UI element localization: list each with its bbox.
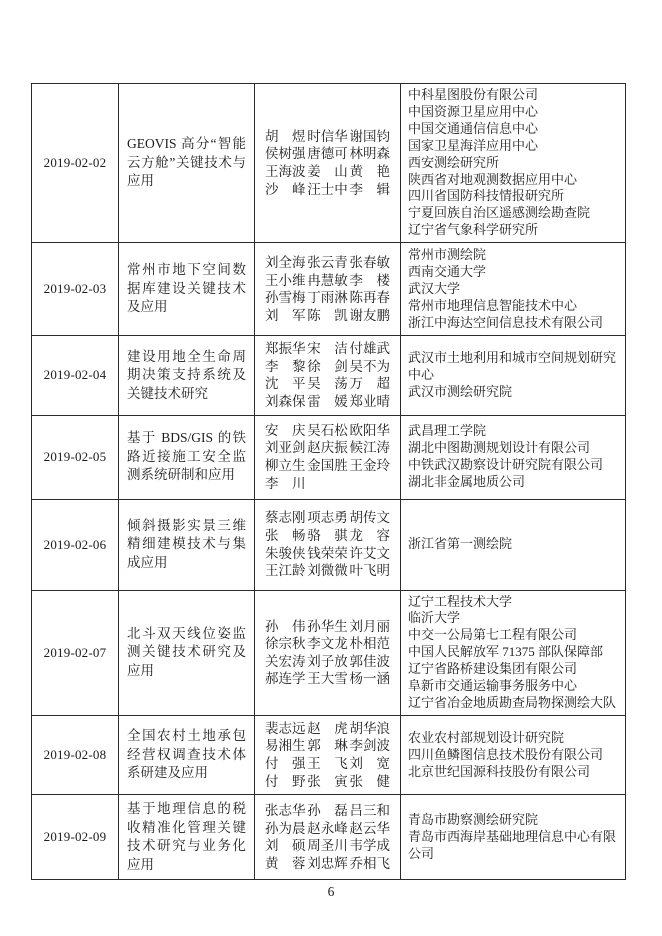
organization: 武汉市测绘研究院 (408, 383, 513, 399)
awardee-name: 杨一涵 (349, 671, 390, 687)
awardees-cell (255, 416, 401, 499)
awardee-name: 胡 煜 (265, 128, 306, 144)
organization: 武汉大学 (408, 280, 461, 296)
organization: 临沂大学 (408, 610, 461, 626)
organizations-cell (401, 416, 625, 499)
organization: 西安测绘研究所 (408, 154, 500, 170)
awardee-name: 刘子放 (307, 653, 348, 669)
organization: 中国人民解放军 71375 部队保障部 (408, 644, 604, 660)
awardee-name: 张志华 (265, 803, 306, 819)
organization: 阜新市交通运输事务服务中心 (408, 678, 578, 694)
awardee-name: 吕三和 (349, 803, 390, 819)
award-date: 2019-02-08 (43, 747, 107, 763)
organization: 辽宁工程技术大学 (408, 593, 513, 609)
awardees-cell (255, 795, 401, 879)
awardee-name: 叶飞明 (349, 563, 390, 579)
awardee-name: 张春敏 (349, 254, 390, 270)
awardee-name: 张 寅 (307, 773, 348, 789)
organization: 辽宁省冶金地质勘查局物探测绘大队 (408, 694, 617, 710)
organization: 湖北非金属地质公司 (408, 473, 526, 489)
awardee-name: 陈再春 (349, 290, 390, 306)
awardee-name: 王海波 (265, 164, 306, 180)
awardee-name: 林明森 (349, 146, 390, 162)
awardee-name: 朱骏侠 (265, 545, 306, 561)
award-date-cell (32, 716, 119, 794)
organization: 中铁武汉勘察设计研究院有限公司 (408, 457, 604, 473)
awardee-name-line (265, 422, 390, 440)
awardee-name: 沈 平 (265, 376, 306, 392)
awardee-name: 吴 荡 (307, 376, 348, 392)
project-title-cell (119, 416, 255, 499)
organization: 辽宁省气象科学研究所 (408, 222, 539, 238)
awardee-name: 韦学成 (349, 838, 390, 854)
awardee-name-line (265, 618, 390, 636)
award-date: 2019-02-05 (43, 449, 107, 465)
project-title-cell (119, 716, 255, 794)
organizations-cell (401, 716, 625, 794)
organization: 宁夏回族自治区遥感测绘勘查院 (408, 205, 591, 221)
awardee-name: 张云青 (307, 254, 348, 270)
awardee-name: 胡传文 (349, 510, 390, 526)
page-number: 6 (327, 884, 335, 899)
awardee-name: 付雄武 (349, 341, 390, 357)
awardee-name: 李 楼 (349, 272, 390, 288)
project-title: 基于地理信息的税收精准化管理关键技术研究与业务化应用 (127, 801, 246, 872)
organization: 四川省国防科技情报研究所 (408, 188, 565, 204)
organizations-cell (401, 795, 625, 879)
awardee-name: 时信华 (307, 128, 348, 144)
awardee-name: 安 庆 (265, 422, 306, 438)
organization: 北京世纪国源科技股份有限公司 (408, 763, 591, 779)
organizations-cell (401, 591, 625, 715)
table-row (32, 591, 625, 716)
awardee-name: 赵庆振 (307, 440, 348, 456)
awardee-name-line (265, 670, 390, 688)
awardee-name: 刘全海 (265, 254, 306, 270)
organization: 青岛市西海岸基础地理信息中心有限公司 (408, 828, 617, 861)
awardee-name-line (265, 527, 390, 545)
awardees-cell (255, 500, 401, 590)
awardee-name: 王江龄 (265, 563, 306, 579)
awardee-name-line (265, 475, 390, 493)
organization: 青岛市勘察测绘研究院 (408, 811, 539, 827)
awardee-name-line (265, 289, 390, 307)
awardee-name-line (265, 375, 390, 393)
organization: 常州市地理信息智能技术中心 (408, 297, 578, 313)
awardee-name-line (265, 254, 390, 272)
awardee-name: 付 强 (265, 756, 306, 772)
awardee-name: 孙 伟 (265, 618, 306, 634)
awardee-name: 李 黎 (265, 358, 306, 374)
awardee-name: 项志勇 (307, 510, 348, 526)
award-date: 2019-02-02 (43, 155, 107, 171)
awardee-name: 郭佳波 (349, 653, 390, 669)
awardee-name: 姜 山 (307, 164, 348, 180)
awardee-name: 许艾文 (349, 545, 390, 561)
project-title-cell (119, 84, 255, 242)
awardee-name: 郝连学 (265, 671, 306, 687)
award-date: 2019-02-03 (43, 281, 107, 297)
awardee-name-line (265, 802, 390, 820)
awardee-name: 沙 峰 (265, 181, 306, 197)
awardee-name: 刘微微 (307, 563, 348, 579)
awardee-name: 黄 艳 (349, 164, 390, 180)
awardee-name: 王小维 (265, 272, 306, 288)
organization: 西南交通大学 (408, 263, 487, 279)
awardee-name: 黄 蓉 (265, 855, 306, 871)
awardee-name: 冉慧敏 (307, 272, 348, 288)
award-date-cell (32, 84, 119, 242)
awardee-name: 李 川 (265, 475, 306, 491)
awardees-cell (255, 336, 401, 414)
awardee-name-line (265, 837, 390, 855)
project-title: 全国农村土地承包经营权调查技术体系研建及应用 (127, 728, 246, 781)
awardee-name: 吴不为 (349, 358, 390, 374)
awardee-name: 周圣川 (307, 838, 348, 854)
awardee-name-line (265, 340, 390, 358)
awardee-name: 刘 宽 (349, 756, 390, 772)
awardee-name-line (265, 773, 390, 791)
organization: 国家卫星海洋应用中心 (408, 137, 539, 153)
awardee-name: 张 畅 (265, 527, 306, 543)
award-date: 2019-02-04 (43, 367, 107, 383)
awardee-name: 关宏涛 (265, 653, 306, 669)
awardee-name-line (265, 820, 390, 838)
awardee-name: 唐德可 (307, 146, 348, 162)
awardee-name-line (265, 307, 390, 325)
project-title: GEOVIS 高分“智能云方舱”关键技术与应用 (127, 136, 246, 189)
project-title-cell (119, 243, 255, 335)
awardee-name: 刘亚剑 (265, 440, 306, 456)
award-date: 2019-02-07 (43, 644, 107, 660)
project-title: 基于 BDS/GIS 的铁路近接施工安全监测系统研制和应用 (127, 430, 246, 483)
table-row (32, 243, 625, 336)
organization: 浙江中海达空间信息技术有限公司 (408, 314, 604, 330)
organization: 农业农村部规划设计研究院 (408, 729, 565, 745)
awardee-name-line (265, 562, 390, 580)
awardee-name: 金国胜 (307, 458, 348, 474)
awardee-name: 赵永峰 (307, 820, 348, 836)
organizations-cell (401, 500, 625, 590)
awardee-name: 陈 凯 (307, 307, 348, 323)
awardee-name: 郑振华 (265, 341, 306, 357)
project-title: 建设用地全生命周期决策支持系统及关键技术研究 (127, 348, 246, 401)
awardees-cell (255, 84, 401, 242)
award-date: 2019-02-06 (43, 536, 107, 552)
awardee-name: 万 超 (349, 376, 390, 392)
awardee-name: 刘 硕 (265, 838, 306, 854)
awardee-name: 朴相范 (349, 636, 390, 652)
award-table (31, 83, 626, 880)
awardee-name: 刘忠辉 (307, 855, 348, 871)
awardee-name: 孙雪梅 (265, 290, 306, 306)
awardee-name: 乔相飞 (349, 855, 390, 871)
awardee-name-line (265, 439, 390, 457)
awardee-name: 谢国钧 (349, 128, 390, 144)
organization: 中国资源卫星应用中心 (408, 103, 539, 119)
awardee-name: 郑业晴 (349, 393, 390, 409)
awardee-name: 徐 剑 (307, 358, 348, 374)
awardee-name: 王金玲 (349, 458, 390, 474)
awardee-name: 候江涛 (349, 440, 390, 456)
awardee-name: 骆 骐 (307, 527, 348, 543)
awardee-name: 宋 洁 (307, 341, 348, 357)
awardee-name: 李 辑 (349, 181, 390, 197)
awardee-name-line (265, 635, 390, 653)
project-title-cell (119, 591, 255, 715)
awardee-name-line (265, 163, 390, 181)
awardee-name: 钱荣荣 (307, 545, 348, 561)
awardee-name: 徐宗秋 (265, 636, 306, 652)
awardee-name-line (265, 755, 390, 773)
award-date-cell (32, 500, 119, 590)
awardee-name: 柳立生 (265, 458, 306, 474)
organizations-cell (401, 243, 625, 335)
organization: 武汉市土地利用和城市空间规划研究中心 (408, 349, 617, 382)
awardee-name: 付 野 (265, 773, 306, 789)
awardees-cell (255, 716, 401, 794)
awardee-name: 蔡志刚 (265, 510, 306, 526)
table-row (32, 416, 625, 500)
awardee-name: 刘森保 (265, 393, 306, 409)
organizations-cell (401, 336, 625, 414)
organization: 中交一公局第七工程有限公司 (408, 627, 578, 643)
awardee-name: 刘 军 (265, 307, 306, 323)
project-title: 北斗双天线位姿监测关键技术研究及应用 (127, 625, 246, 678)
organization: 中科星图股份有限公司 (408, 87, 539, 102)
awardee-name: 龙 容 (349, 527, 390, 543)
awardee-name-line (265, 509, 390, 527)
project-title: 倾斜摄影实景三维精细建模技术与集成应用 (127, 517, 246, 570)
project-title: 常州市地下空间数据库建设关键技术及应用 (127, 262, 246, 315)
awardee-name: 李剑波 (349, 738, 390, 754)
awardee-name: 裴志远 (265, 720, 306, 736)
table-row (32, 716, 625, 795)
awardee-name-line (265, 653, 390, 671)
awardee-name-line (265, 720, 390, 738)
project-title-cell (119, 795, 255, 879)
table-row (32, 795, 625, 879)
awardee-name: 孙为晨 (265, 820, 306, 836)
project-title-cell (119, 500, 255, 590)
organization: 常州市测绘院 (408, 246, 487, 262)
awardee-name: 赵云华 (349, 820, 390, 836)
awardee-name: 吴石松 (307, 422, 348, 438)
award-date-cell (32, 416, 119, 499)
awardee-name-line (265, 545, 390, 563)
award-date: 2019-02-09 (43, 829, 107, 845)
awardee-name: 王 飞 (307, 756, 348, 772)
awardee-name-line (265, 272, 390, 290)
awardee-name: 胡华浪 (349, 720, 390, 736)
organization: 中国交通通信信息中心 (408, 120, 539, 136)
awardee-name: 孙华生 (307, 618, 348, 634)
organization: 湖北中图勘测规划设计有限公司 (408, 440, 591, 456)
table-row (32, 500, 625, 591)
award-date-cell (32, 591, 119, 715)
organization: 辽宁省路桥建设集团有限公司 (408, 661, 578, 677)
organizations-cell (401, 84, 625, 242)
awardee-name: 雷 媛 (307, 393, 348, 409)
awardee-name: 李文龙 (307, 636, 348, 652)
awardee-name-line (265, 457, 390, 475)
awardee-name: 刘月丽 (349, 618, 390, 634)
table-row (32, 84, 625, 243)
awardee-name: 王大雪 (307, 671, 348, 687)
organization: 浙江省第一测绘院 (408, 536, 513, 552)
awardee-name: 欧阳华 (349, 422, 390, 438)
awardee-name: 赵 虎 (307, 720, 348, 736)
award-date-cell (32, 243, 119, 335)
table-row (32, 336, 625, 415)
awardees-cell (255, 243, 401, 335)
awardee-name: 孙 磊 (307, 803, 348, 819)
awardee-name-line (265, 358, 390, 376)
awardee-name: 丁雨淋 (307, 290, 348, 306)
awardee-name: 汪士中 (307, 181, 348, 197)
awardee-name-line (265, 737, 390, 755)
award-date-cell (32, 336, 119, 414)
awardee-name-line (265, 145, 390, 163)
awardee-name: 张 健 (349, 773, 390, 789)
awardee-name: 郭 琳 (307, 738, 348, 754)
project-title-cell (119, 336, 255, 414)
awardee-name: 侯树强 (265, 146, 306, 162)
organization: 武昌理工学院 (408, 423, 487, 439)
awardee-name-line (265, 128, 390, 146)
organization: 陕西省对地观测数据应用中心 (408, 171, 578, 187)
award-date-cell (32, 795, 119, 879)
awardee-name-line (265, 393, 390, 411)
awardees-cell (255, 591, 401, 715)
awardee-name: 易湘生 (265, 738, 306, 754)
awardee-name-line (265, 181, 390, 199)
organization: 四川鱼鳞图信息技术股份有限公司 (408, 746, 604, 762)
awardee-name-line (265, 855, 390, 873)
awardee-name: 谢友鹏 (349, 307, 390, 323)
